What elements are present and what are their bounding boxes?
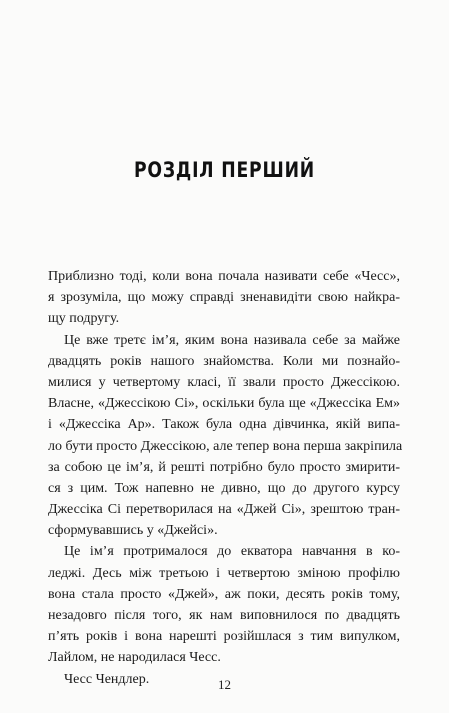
page-number: 12 [218, 677, 231, 692]
text-line: сформувавшись у «Джейсі». [48, 523, 218, 539]
text-line: Чесс Чендлер. [64, 671, 150, 687]
text-line: двадцять років нашого знайомства. Коли ми познайо- [48, 353, 400, 369]
text-line: за собою це ім’я, й решті потрібно було просто змирити- [48, 459, 400, 475]
body-text [48, 266, 403, 690]
text-line: ло бути просто Джессікою, але тепер вона перша закріпила [48, 438, 403, 454]
text-line: і «Джессіка Ар». Також була одна дівчинка, якій випа- [48, 417, 400, 433]
text-line: я зрозуміла, що можу справді зненавидіти свою найкра- [48, 290, 400, 306]
text-line: милися у четвертому класі, її звали просто Джессікою. [48, 374, 400, 390]
text-line: вона стала просто «Джей», аж поки, десять років тому, [48, 586, 400, 602]
text-line: щу подругу. [48, 311, 120, 327]
text-line: Лайлом, не народилася Чесс. [48, 650, 221, 666]
chapter-title: РОЗДІЛ ПЕРШИЙ [133, 158, 316, 182]
text-line: Це вже третє ім’я, яким вона називала себе за майже [64, 332, 400, 348]
text-line: Це ім’я протрималося до екватора навчання в ко- [64, 544, 400, 560]
text-line: Джессіка Сі перетворилася на «Джей Сі», зрештою тран- [48, 502, 400, 518]
text-line: Власне, «Джессікою Сі», оскільки була ще «Джессіка Ем» [48, 396, 400, 412]
text-line: леджі. Десь між третьою і четвертою зміною профілю [48, 565, 400, 581]
text-line: незадовго після того, як нам виповнилося по двадцять [48, 608, 400, 623]
text-line: Приблизно тоді, коли вона почала називати себе «Чесс», [48, 269, 400, 284]
text-line: п’ять років і вона нарешті розійшлася з тим випулком, [48, 629, 400, 645]
text-line: ся з цим. Тож напевно не дивно, що до другого курсу [48, 480, 400, 496]
